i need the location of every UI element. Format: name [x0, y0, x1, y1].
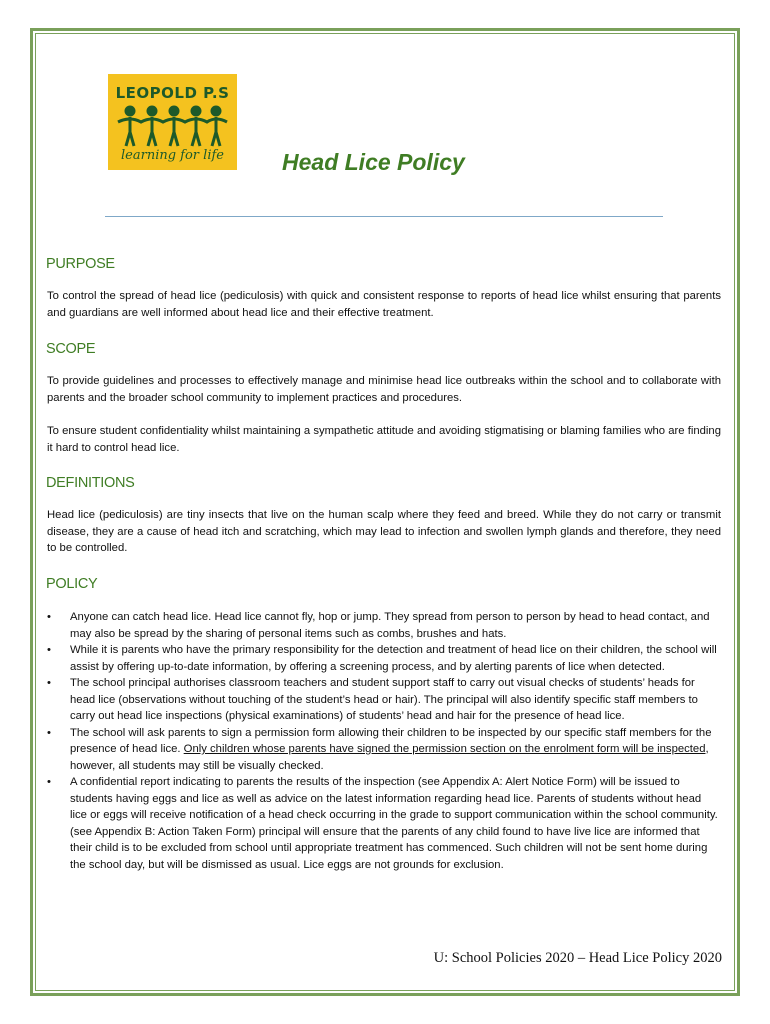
definitions-text: Head lice (pediculosis) are tiny insects that live on the human scalp where they feed and breed. While they do not carry or transmit disease, they are a cause of head itch and scratching, which may lead to infection and swollen lymph glands and therefore, they need to be controlled. — [47, 509, 721, 554]
definitions-heading: DEFINITIONS — [46, 475, 135, 491]
school-logo — [108, 74, 237, 170]
underlined-text: Only children whose parents have signed the permission section on the enrolment form will be inspected — [183, 743, 706, 755]
bullet-icon: • — [47, 677, 51, 689]
purpose-text: To control the spread of head lice (pediculosis) with quick and consistent response to reports of head lice whilst ensuring that parents and guardians are well informed about head lice and their effective treatment. — [47, 290, 721, 319]
bullet-icon: • — [47, 726, 51, 739]
logo-tagline: learning for life — [121, 148, 224, 163]
list-item: • The school will ask parents to sign a permission form allowing their children to be inspected by our specific staff members for the presence of head lice. Only children whose parents have signed the permission section on the enrolment form will be inspected, however, all students may still be visually checked. — [47, 726, 712, 772]
logo-school-name: LEOPOLD P.S — [115, 84, 230, 102]
list-item: • The school principal authorises classroom teachers and student support staff to carry out visual checks of students’ heads for head lice (observations without touching of the student’s head or hair). The principal will also identify specific staff members to carry out head lice inspections (physical examinations) of students’ head and hair for the presence of head lice. — [47, 677, 698, 722]
scope-paragraph-1: To provide guidelines and processes to effectively manage and minimise head lice outbreaks within the school and to collaborate with parents and the broader school community to implement practices and procedures. — [47, 375, 721, 404]
bullet-icon: • — [47, 644, 51, 656]
children-figures-icon — [116, 104, 229, 148]
scope-heading: SCOPE — [46, 341, 96, 357]
policy-list — [47, 609, 721, 873]
policy-heading: POLICY — [46, 576, 98, 592]
list-item: • Anyone can catch head lice. Head lice cannot fly, hop or jump. They spread from person to person by head to head contact, and may also be spread by the sharing of personal items such as combs, brushes and hats. — [47, 611, 710, 640]
list-item: • A confidential report indicating to parents the results of the inspection (see Appendix A: Alert Notice Form) will be issued to students having eggs and lice as well as advice on the latest information regarding head lice. Parents of students without head lice or eggs will receive notification of a head check occurring in the grade to support communication within the school community. (see Appendix B: Action Taken Form) principal will ensure that the parents of any child found to have live lice are informed that their child is to be excluded from school until appropriate treatment has commenced. Such children will not be sent home during the school day, but will be dismissed as usual. Lice eggs are not grounds for exclusion. — [47, 776, 718, 871]
bullet-icon: • — [47, 611, 51, 623]
title-divider — [105, 216, 663, 217]
list-item: • While it is parents who have the primary responsibility for the detection and treatment of head lice on their children, the school will assist by offering up-to-date information, by offering a screening process, and by alerting parents of lice when detected. — [47, 644, 717, 673]
page-title: Head Lice Policy — [282, 149, 465, 175]
document-footer: U: School Policies 2020 – Head Lice Policy 2020 — [433, 950, 722, 966]
purpose-heading: PURPOSE — [46, 256, 115, 272]
scope-paragraph-2: To ensure student confidentiality whilst maintaining a sympathetic attitude and avoiding stigmatising or blaming families who are finding it hard to control head lice. — [47, 425, 721, 454]
bullet-icon: • — [47, 776, 51, 788]
